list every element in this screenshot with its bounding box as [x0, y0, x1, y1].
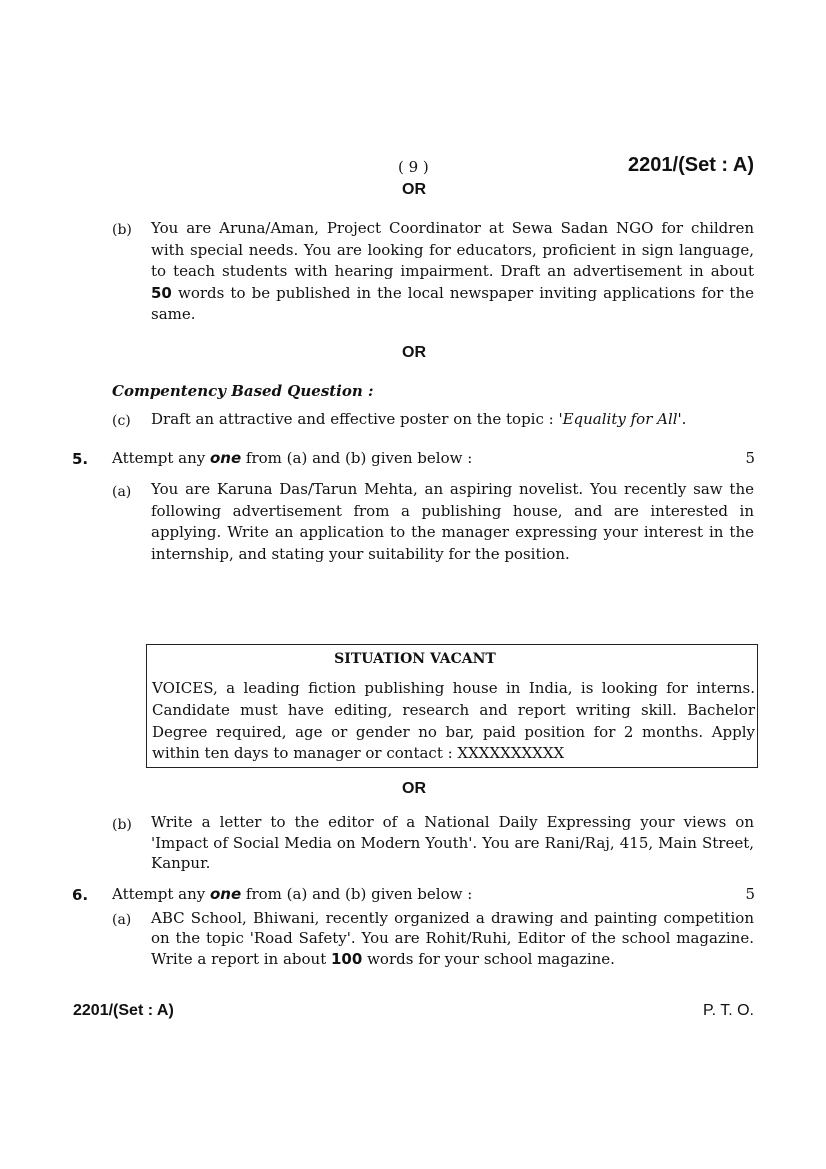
option-label: (b)	[112, 817, 132, 833]
question-number: 6.	[72, 886, 89, 904]
q6-instruction: Attempt any one from (a) and (b) given below :	[112, 885, 473, 903]
q5b-text: Write a letter to the editor of a National Daily Expressing your views on 'Impact of Social Media on Modern Youth'. You are Rani/Raj, 415, Main Street, Kanpur.	[151, 813, 754, 872]
competency-heading: Compentency Based Question :	[112, 382, 374, 400]
option-label: (c)	[112, 413, 131, 429]
q4b-text: You are Aruna/Aman, Project Coordinator at Sewa Sadan NGO for children with special needs. You are looking for educators, proficient in sign language, to teach students with hearing impairment. Draft an advertisement in about 50 words to be published in the local newspaper inviting applications for the same.	[151, 219, 754, 323]
q5-instruction: Attempt any one from (a) and (b) given below :	[112, 449, 473, 467]
q6a-text: ABC School, Bhiwani, recently organized a drawing and painting competition on the topic 'Road Safety'. You are Rohit/Ruhi, Editor of the school magazine. Write a report in about 100 words for your school magazine.	[151, 909, 754, 968]
option-label: (a)	[112, 484, 132, 500]
q4c-text: Draft an attractive and effective poster on the topic : 'Equality for All'.	[151, 410, 687, 428]
pto-label: P. T. O.	[703, 1002, 754, 1019]
marks: 5	[745, 449, 755, 467]
or-divider: OR	[402, 181, 426, 198]
or-divider: OR	[402, 344, 426, 361]
or-divider: OR	[402, 780, 426, 797]
question-number: 5.	[72, 450, 89, 468]
advertisement-body: VOICES, a leading fiction publishing house in India, is looking for interns. Candidate must have editing, research and report writing skill. Bachelor Degree required, age or gender no bar, paid position for 2 months. Apply within ten days to manager or contact : XXXXXXXXXX	[152, 679, 755, 763]
paper-code-footer: 2201/(Set : A)	[73, 1002, 174, 1019]
advertisement-box	[146, 644, 758, 768]
page-number: ( 9 )	[398, 158, 429, 176]
q5a-text: You are Karuna Das/Tarun Mehta, an aspiring novelist. You recently saw the following advertisement from a publishing house, and are interested in applying. Write an application to the manager expressing your interest in the internship, and stating your suitability for the position.	[151, 480, 754, 563]
option-label: (a)	[112, 912, 132, 928]
marks: 5	[745, 885, 755, 903]
paper-code-header: 2201/(Set : A)	[628, 154, 754, 176]
advertisement-title: SITUATION VACANT	[334, 651, 496, 667]
option-label: (b)	[112, 222, 132, 238]
